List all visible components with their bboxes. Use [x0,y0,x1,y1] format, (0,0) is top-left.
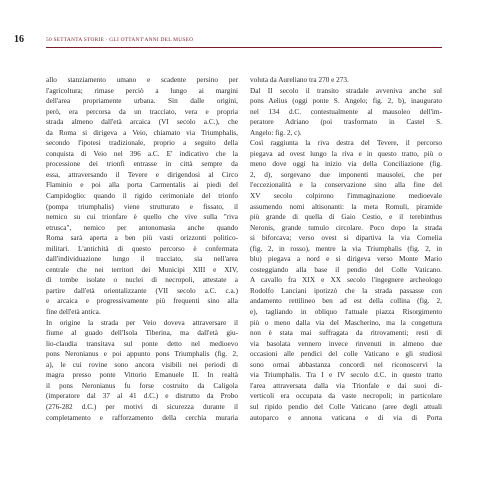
text-line: via basolata vennero invece rinvenuti in almeno due [250,339,442,348]
text-line: il pons Neronianus fu forse costruito da Caligola [46,381,238,390]
left-column [46,75,238,423]
text-line: voluta da Aureliano tra 270 e 273. [250,76,349,84]
text-line: In origine la strada per Veio doveva attraversare il [46,318,238,327]
text-line: processione dei trionfi entrasse in città sempre da [46,160,238,169]
text-line: più o meno dalla via del Mascherino, ma la congettura [250,318,442,327]
text-line: etrusca", nemico per antonomasia anche quando [46,223,238,232]
header-rule [46,47,442,48]
text-line: assumendo nomi altisonanti: la meta Romuli, piramide [250,202,442,211]
text-line: di tombe isolate o nuclei di necropoli, attestate a [46,276,238,285]
text-line: Rodolfo Lanciani ipotizzò che la strada passasse con [250,286,442,295]
page-number: 16 [14,34,24,45]
text-line: meno dove oggi ha inizio via della Conciliazione (fig. [250,160,442,169]
right-column [250,75,442,423]
text-line: fine dell'età antica. [46,308,101,317]
text-line: A cavallo fra XIX e XX secolo l'ingegnere archeologo [250,276,442,285]
text-line: lio-claudia transitava sul ponte detto nel medioevo [46,339,238,348]
text-line: centrale che nei territori dei Municipi XIII e XIV, [46,265,238,274]
text-line: partire dall'età orientalizzante (VII secolo a.C. c.a.) [46,286,238,295]
text-line: nemico su cui trionfare è quello che vive sulla "riva [46,213,238,222]
text-line: dall'individuazione lungo il tracciato, sia nell'area [46,255,238,264]
text-line: si biforcava; verso ovest si dipartiva la via Cornelia [250,234,442,243]
text-line: Campidoglio: quando il rigido cerimoniale del trionfo [46,192,238,201]
text-line: fiume al guado dell'Isola Tiberina, ma dall'età giu- [46,329,238,338]
running-header: 50 SETTANTA STORIE · GLI OTTANT'ANNI DEL MUSEO [46,37,194,43]
text-line: conquista di Veio nel 396 a.C. E' indicativo che la [46,149,238,158]
text-line: Roma sarà aperta a ben più vasti orizzonti politico- [46,234,238,243]
text-line: più grande di quella di Gaio Cestio, e il terebinthus [250,213,442,222]
text-line: verticoli era occupata da vaste necropoli; in particolare [250,392,442,401]
text-line: pons Neronianus e poi appunto pons Triumphalis (fig. 2, [46,350,238,359]
text-line: pons Aelius (oggi ponte S. Angelo; fig. 2, b), inaugurato [250,97,442,106]
text-line: (imperatore dal 37 al 41 d.C.) e distrutto da Probo [46,392,238,401]
text-line: (276-282 d.C.) per motivi di sicurezza durante il [46,402,238,411]
text-line: occasioni alle pendici del colle Vaticano e gli studiosi [250,350,442,359]
text-line: e arcaica e progressivamente più frequenti sino alla [46,297,238,306]
text-line: nel 134 d.C. contestualmente al mausoleo dell'im- [250,107,442,116]
text-line: Dal II secolo il transito stradale avveniva anche sul [250,86,442,95]
text-line: (pompa triumphalis) viene strutturato e fissato, il [46,202,238,211]
text-line: sul ripido pendio del Colle Vaticano (aree degli attuali [250,402,442,411]
text-line: completamento e rafforzamento della cerchia muraria [46,413,238,422]
text-line: però, era percorsa da un tracciato, vera e propria [46,107,238,116]
text-line: da Roma si dirigeva a Veio, chiamato via Triumphalis, [46,128,238,137]
text-line: piegava ad ovest lungo la riva e in questo tratto, più o [250,149,442,158]
text-line: non è stata mai suffragata da ritrovamenti; resti di [250,329,442,338]
text-line: autoparco e annona vaticana e di via di Porta [250,413,442,422]
text-line: a), le cui rovine sono ancora visibili nei periodi di [46,360,238,369]
text-line: 2, d), sorgevano due imponenti mausolei, che per [250,170,442,179]
text-line: Così raggiunta la riva destra del Tevere, il percorso [250,139,442,148]
text-line: Angelo: fig. 2, c). [250,128,302,137]
text-line: costeggiando alla base il pendio del Colle Vaticano. [250,265,442,274]
text-line: allo stanziamento umano e scadente persino per [46,76,238,84]
text-line: peratore Adriano (poi trasformato in Castel S. [250,118,442,127]
text-line: l'agricoltura; rimase perciò a lungo ai margini [46,86,238,95]
text-line: via Triumphalis. Tra I e IV secolo d.C. in questo tratto [250,371,442,380]
text-line: l'eccezionalità e la conservazione sino alla fine del [250,181,442,190]
text-line: XV secolo colpirono l'immaginazione medioevale [250,192,442,201]
text-line: strada almeno dall'età arcaica (VI secolo a.C.), che [46,118,238,127]
text-line: (fig. 2, in rosso), mentre la via Triumphalis (fig. 2, in [250,244,442,253]
text-line: Neronis, grande tumulo circolare. Poco dopo la strada [250,223,442,232]
text-line: essa, attraversando il Tevere e dirigendosi al Circo [46,170,238,179]
text-line: dell'area propriamente urbana. Sin dalle origini, [46,97,238,106]
text-line: blu) piegava a nord e si dirigeva verso Monte Mario [250,255,442,264]
text-line: militari. L'antichità di questo percorso è confermata [46,244,238,253]
text-line: e), tagliando in obliquo l'attuale piazza Risorgimento [250,308,442,317]
text-line: andamento rettilineo ben ad est della collina (fig. 2, [250,297,442,306]
text-line: Flaminio e poi alla porta Carmentalis ai piedi del [46,181,238,190]
text-line: sono ormai abbastanza concordi nel riconoscervi la [250,360,442,369]
text-line: secondo l'ipotesi tradizionale, proprio a seguito della [46,139,238,148]
text-line: l'area attraversata dalla via Trionfale e dai suoi di- [250,381,442,390]
text-line: magra presso ponte Vittorio Emanuele II. In realtà [46,371,238,380]
